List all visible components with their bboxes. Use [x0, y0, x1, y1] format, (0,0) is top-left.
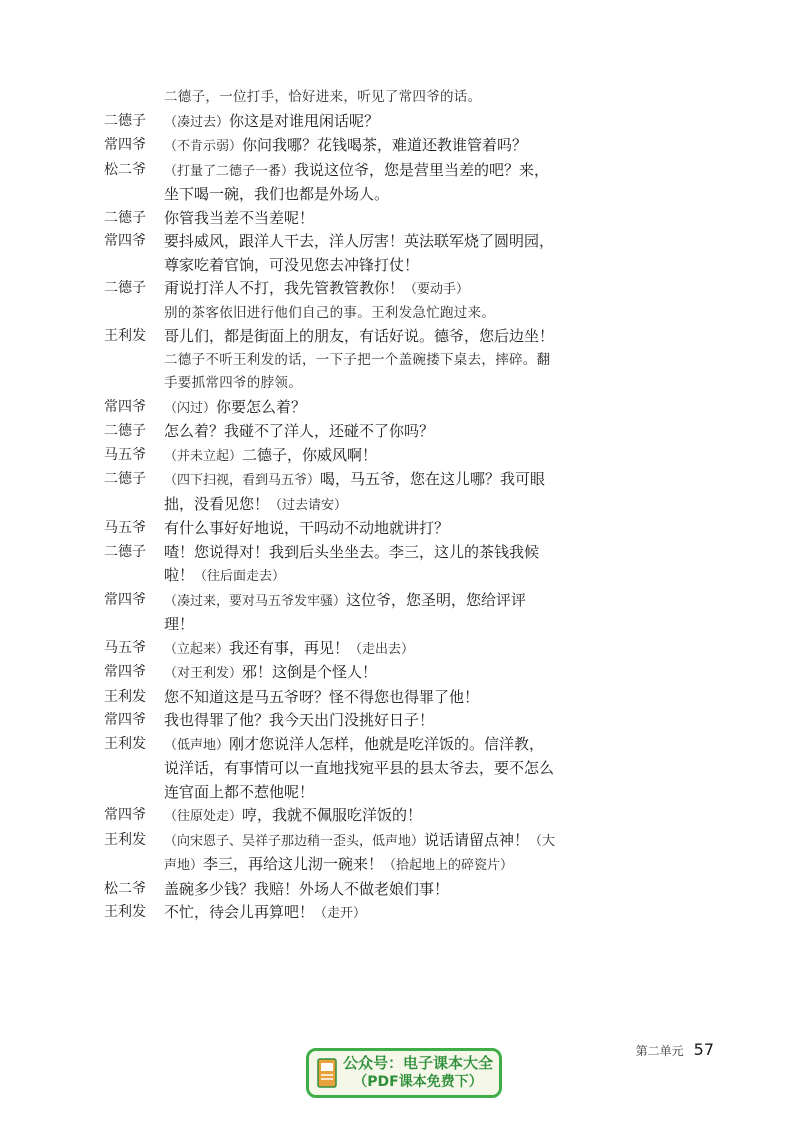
dialogue-line	[104, 733, 556, 805]
speaker-name: 松二爷	[104, 880, 146, 897]
dialogue-line	[104, 134, 556, 159]
speaker-name: 常四爷	[104, 712, 146, 728]
speaker-name: 王利发	[104, 688, 146, 705]
badge-line-1: 公众号：电子课本大全	[343, 1054, 494, 1072]
dialogue-line	[104, 901, 556, 926]
speech-text	[164, 207, 556, 231]
speech-segment: 您不知道这是马五爷呀？怪不得您也得罪了他！	[164, 687, 480, 706]
stage-cue: （打量了二德子一番）	[164, 163, 295, 179]
speaker-name: 马五爷	[104, 639, 146, 656]
stage-cue: （走开）	[314, 906, 367, 921]
speech-text	[164, 661, 556, 686]
dialogue-line	[104, 277, 556, 302]
speech-segment: 哥儿们，都是街面上的朋友，有话好说。德爷，您后边坐！	[164, 327, 555, 345]
speech-text	[164, 804, 556, 829]
stage-cue: （闪过）	[164, 400, 217, 416]
stage-cue: （并未立起）	[164, 448, 243, 464]
speech-text	[164, 134, 556, 159]
speech-segment: 要抖威风，跟洋人干去，洋人厉害！英法联军烧了圆明园，尊家吃着官饷，可没见您去冲锋打仗！	[164, 232, 555, 274]
speech-segment: 有什么事好好地说，干吗动不动地就讲打？	[164, 519, 450, 537]
speech-segment: 喝，马五爷，您在这儿哪？我可眼拙，没看见您！	[164, 470, 546, 513]
stage-cue: （往原处走）	[164, 809, 243, 824]
watermark-badge	[306, 1048, 502, 1098]
stage-cue: （凑过去）	[164, 114, 230, 130]
speech-text	[164, 325, 556, 349]
speech-segment: 盖碗多少钱？我赔！外场人不做老娘们事！	[164, 879, 450, 898]
stage-cue: （要动手）	[404, 282, 470, 297]
dialogue-line	[104, 110, 556, 135]
dialogue-line	[104, 207, 556, 231]
speech-text	[164, 589, 556, 637]
speaker-name: 常四爷	[104, 807, 146, 823]
dialogue-line	[104, 589, 556, 637]
speech-segment: 甭说打洋人不打，我先管教管教你！	[164, 279, 405, 297]
speech-segment: 邪！这倒是个怪人！	[242, 663, 378, 681]
speech-segment: 我也得罪了他？我今天出门没挑好日子！	[164, 711, 435, 729]
speech-segment: 喳！您说得对！我到后头坐坐去。李三，这儿的茶钱我候啦！	[164, 542, 540, 584]
speech-segment: 哼，我就不佩服吃洋饭的！	[242, 806, 423, 824]
play-script	[104, 86, 556, 926]
speech-text	[164, 686, 556, 710]
speaker-name: 二德子	[104, 209, 146, 226]
stage-cue: （四下扫视，看到马五爷）	[164, 473, 321, 488]
speaker-name: 二德子	[104, 280, 146, 296]
dialogue-line	[104, 637, 556, 662]
dialogue-line	[104, 661, 556, 686]
dialogue-line	[104, 541, 556, 589]
speaker-name: 常四爷	[104, 591, 146, 608]
speaker-name: 王利发	[104, 328, 146, 344]
speaker-name: 二德子	[104, 543, 146, 560]
speech-text	[164, 230, 556, 277]
speech-text	[164, 444, 556, 469]
stage-cue: （对王利发）	[164, 666, 243, 681]
speech-segment: 你要怎么着？	[216, 397, 307, 416]
speech-text	[164, 709, 556, 733]
speech-text	[164, 733, 556, 805]
speaker-name: 常四爷	[104, 233, 146, 249]
dialogue-line	[104, 468, 556, 517]
speech-segment: 这位爷，您圣明，您给评评理！	[164, 590, 527, 633]
dialogue-line	[104, 709, 556, 733]
speech-text	[164, 396, 556, 421]
speech-text	[164, 517, 556, 541]
unit-label: 第二单元	[635, 1044, 684, 1058]
dialogue-line	[104, 159, 556, 207]
dialogue-line	[104, 878, 556, 902]
dialogue-line	[104, 444, 556, 469]
speech-segment: 刚才您说洋人怎样，他就是吃洋饭的。信洋教，说洋话，有事情可以一直地找宛平县的县太爷去，要不怎么连官面上都不惹他呢！	[164, 734, 555, 801]
dialogue-line	[104, 420, 556, 444]
dialogue-line	[104, 517, 556, 541]
dialogue-line	[104, 325, 556, 349]
speech-text	[164, 277, 556, 302]
speaker-name: 二德子	[104, 112, 146, 129]
stage-cue: （向宋恩子、吴祥子那边稍一歪头，低声地）	[164, 833, 425, 849]
speech-segment: 我说这位爷，您是营里当差的吧？来，坐下喝一碗，我们也都是外场人。	[164, 160, 550, 203]
speech-segment: 怎么着？我碰不了洋人，还碰不了你吗？	[164, 422, 435, 440]
dialogue-line	[104, 804, 556, 829]
dialogue-line	[104, 686, 556, 710]
speaker-name: 常四爷	[104, 137, 146, 153]
speech-text	[164, 468, 556, 517]
speech-text	[164, 110, 556, 135]
speaker-name: 松二爷	[104, 161, 146, 178]
speech-segment: 你这是对谁甩闲话呢？	[229, 111, 380, 130]
stage-direction: 二德子，一位打手，恰好进来，听见了常四爷的话。	[164, 89, 482, 105]
speech-text	[164, 420, 556, 444]
speech-segment: 你管我当差不当差呢！	[164, 208, 315, 227]
stage-cue: （走出去）	[349, 641, 415, 657]
stage-cue: （大声地）	[164, 833, 556, 873]
speaker-name: 马五爷	[104, 446, 146, 463]
speaker-name: 王利发	[104, 904, 146, 920]
stage-cue: （往后面走去）	[194, 569, 286, 584]
speech-text	[164, 829, 556, 878]
stage-cue: （不肯示弱）	[164, 139, 243, 154]
speaker-name: 王利发	[104, 735, 146, 752]
stage-direction: 二德子不听王利发的话，一下子把一个盖碗搂下桌去，摔碎。翻手要抓常四爷的脖领。	[164, 351, 551, 391]
speaker-name: 王利发	[104, 831, 146, 848]
speaker-name: 常四爷	[104, 664, 146, 680]
speech-text	[164, 878, 556, 902]
speaker-name: 二德子	[104, 423, 146, 439]
speech-segment: 二德子，你威风啊！	[242, 445, 378, 464]
speech-segment: 李三，再给这儿沏一碗来！	[203, 855, 384, 873]
speech-text	[164, 159, 556, 207]
speech-text	[164, 901, 556, 926]
speech-segment: 你问我哪？花钱喝茶，难道还教谁管着吗？	[242, 136, 528, 154]
speech-text	[164, 541, 556, 589]
page-number: 57	[693, 1040, 714, 1059]
speech-segment: 不忙，待会儿再算吧！	[164, 903, 315, 921]
dialogue-line	[104, 230, 556, 277]
book-icon	[317, 1057, 337, 1089]
stage-direction: 别的茶客依旧进行他们自己的事。王利发急忙跑过来。	[164, 304, 496, 321]
speech-segment: 说话请留点神！	[424, 830, 530, 849]
stage-cue: （拾起地上的碎瓷片）	[383, 858, 514, 873]
stage-cue: （凑过来，要对马五爷发牢骚）	[164, 593, 347, 609]
dialogue-line	[104, 396, 556, 421]
stage-cue: （立起来）	[164, 641, 230, 657]
stage-cue: （低声地）	[164, 737, 230, 753]
speaker-name: 二德子	[104, 471, 146, 487]
speaker-name: 常四爷	[104, 398, 146, 415]
speech-text	[164, 637, 556, 662]
dialogue-line	[104, 829, 556, 878]
speaker-name: 马五爷	[104, 520, 146, 536]
badge-line-2: （PDF课本免费下）	[353, 1074, 483, 1090]
speech-segment: 我还有事，再见！	[229, 638, 350, 657]
stage-cue: （过去请安）	[269, 497, 348, 513]
page-footer	[636, 1040, 714, 1059]
